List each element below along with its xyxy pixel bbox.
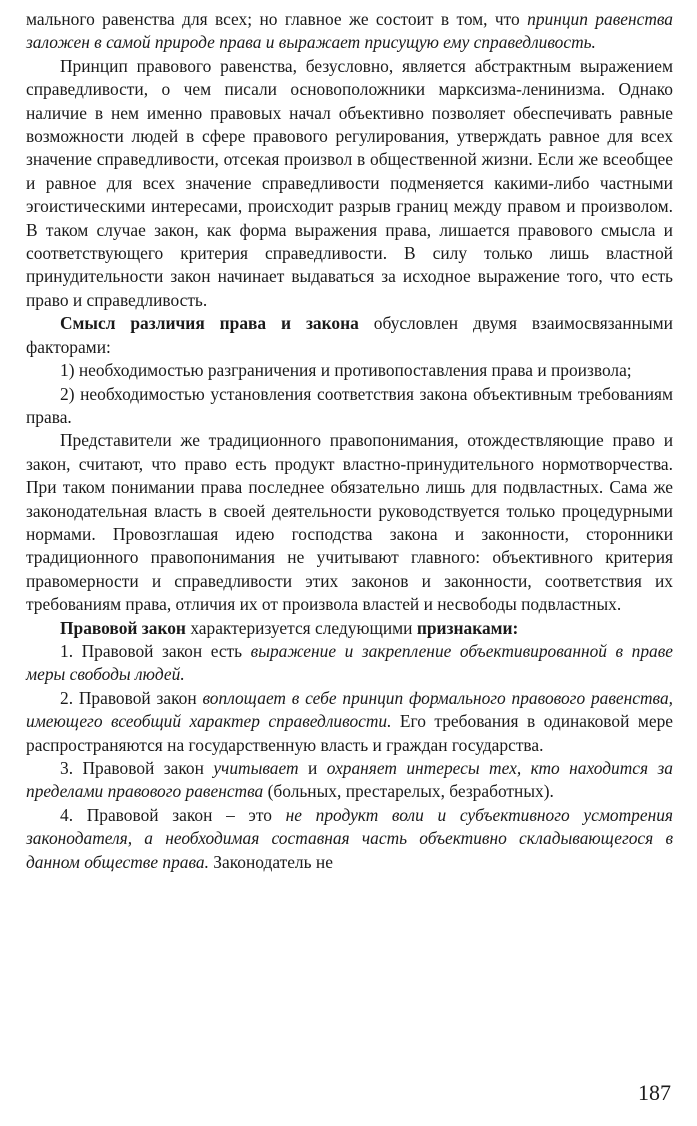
book-page-body <box>26 8 673 874</box>
sign-3-and: и <box>298 758 327 778</box>
sign-4-rest: Законодатель не <box>208 851 333 872</box>
sign-2-italic: воплощает в себе принцип формального правового равенства, имеющего всеобщий характер справедливости. <box>26 687 673 732</box>
paragraph-legal-law-signs <box>26 617 673 640</box>
sign-1-italic: выражение и закрепление объективированной в праве меры свободы людей. <box>26 640 673 685</box>
sign-3-rest: (больных, престарелых, безработных). <box>263 781 554 802</box>
paragraph-equality-principle: Принцип правового равенства, безусловно, является абстрактным выражением справедливости, о чем писали основоположники марксизма-ленинизма. Однако наличие в нем именно правовых начал объективно позволяет обеспечивать равные возможности людей в сфере правового регулирования, утверждать равное для всех значение справедливости, отсекая произвол в общественной жизни. Если же всеобщее и равное для всех значение справедливости подменяется какими-либо частными эгоистическими интересами, происходит разрыв границ между правом и произволом. В таком случае закон, как форма выражения права, лишается правового смысла и соответствующего критерия справедливости. В силу только лишь властной принудительности закон начинает выдаваться за исходное выражение того, что есть право и справедливость. <box>26 55 673 310</box>
sign-4-text: 4. Правовой закон – это <box>60 804 286 825</box>
paragraph-continuation <box>26 8 673 55</box>
sign-1-text: 1. Правовой закон есть <box>60 640 251 661</box>
sign-3-italic-1: учитывает <box>213 758 299 778</box>
list-item-sign-4 <box>26 804 673 874</box>
sign-3-italic-2: охраняет интересы тех, кто находится за пределами правового равенства <box>26 758 673 802</box>
list-item-sign-2 <box>26 687 673 757</box>
sign-4-italic: не продукт воли и субъективного усмотрения законодателя, а необходимая составная часть объективно складывающегося в данном обществе права. <box>26 804 673 872</box>
list-item-factor-1: 1) необходимостью разграничения и противопоставления права и произвола; <box>60 360 632 381</box>
paragraph-continuation-text: мального равенства для всех; но главное же состоит в том, что <box>26 9 528 29</box>
page-number: 187 <box>638 1080 671 1105</box>
legal-law-bold: Правовой закон <box>60 617 186 638</box>
paragraph-law-difference-bold: Смысл различия права и закона <box>60 313 359 334</box>
sign-2-rest: Его требования в одинаковой мере распространяются на государственную власть и граждан государства. <box>26 711 673 755</box>
sign-3-text: 3. Правовой закон <box>60 758 214 778</box>
list-item-sign-3 <box>26 757 673 804</box>
signs-bold: признаками: <box>416 617 519 638</box>
sign-2-text: 2. Правовой закон <box>60 687 203 708</box>
list-item-sign-1 <box>26 640 673 687</box>
paragraph-law-difference-text: обусловлен двумя взаимосвязанными факторами: <box>26 313 673 357</box>
list-item-factor-2: 2) необходимостью установления соответствия закона объективным требованиям права. <box>26 383 673 427</box>
paragraph-continuation-italic: принцип равенства заложен в самой природе права и выражает присущую ему справедливость. <box>26 9 673 53</box>
paragraph-law-difference <box>26 312 673 359</box>
paragraph-traditional-view: Представители же традиционного правопонимания, отождествляющие право и закон, считают, что право есть продукт властно-принудительного нормотворчества. При таком понимании права последнее обязательно лишь для подвластных. Сама же законодательная власть в своей деятельности руководствуется только процедурными нормами. Провозглашая идею господства закона и законности, сторонники традиционного правопонимания не учитывают главного: объективного критерия правомерности и справедливости этих законов и законности, соответствия их требованиям права, отличия их от произвола властей и несвободы подвластных. <box>26 430 673 615</box>
legal-law-mid-text: характеризуется следующими <box>185 617 417 638</box>
